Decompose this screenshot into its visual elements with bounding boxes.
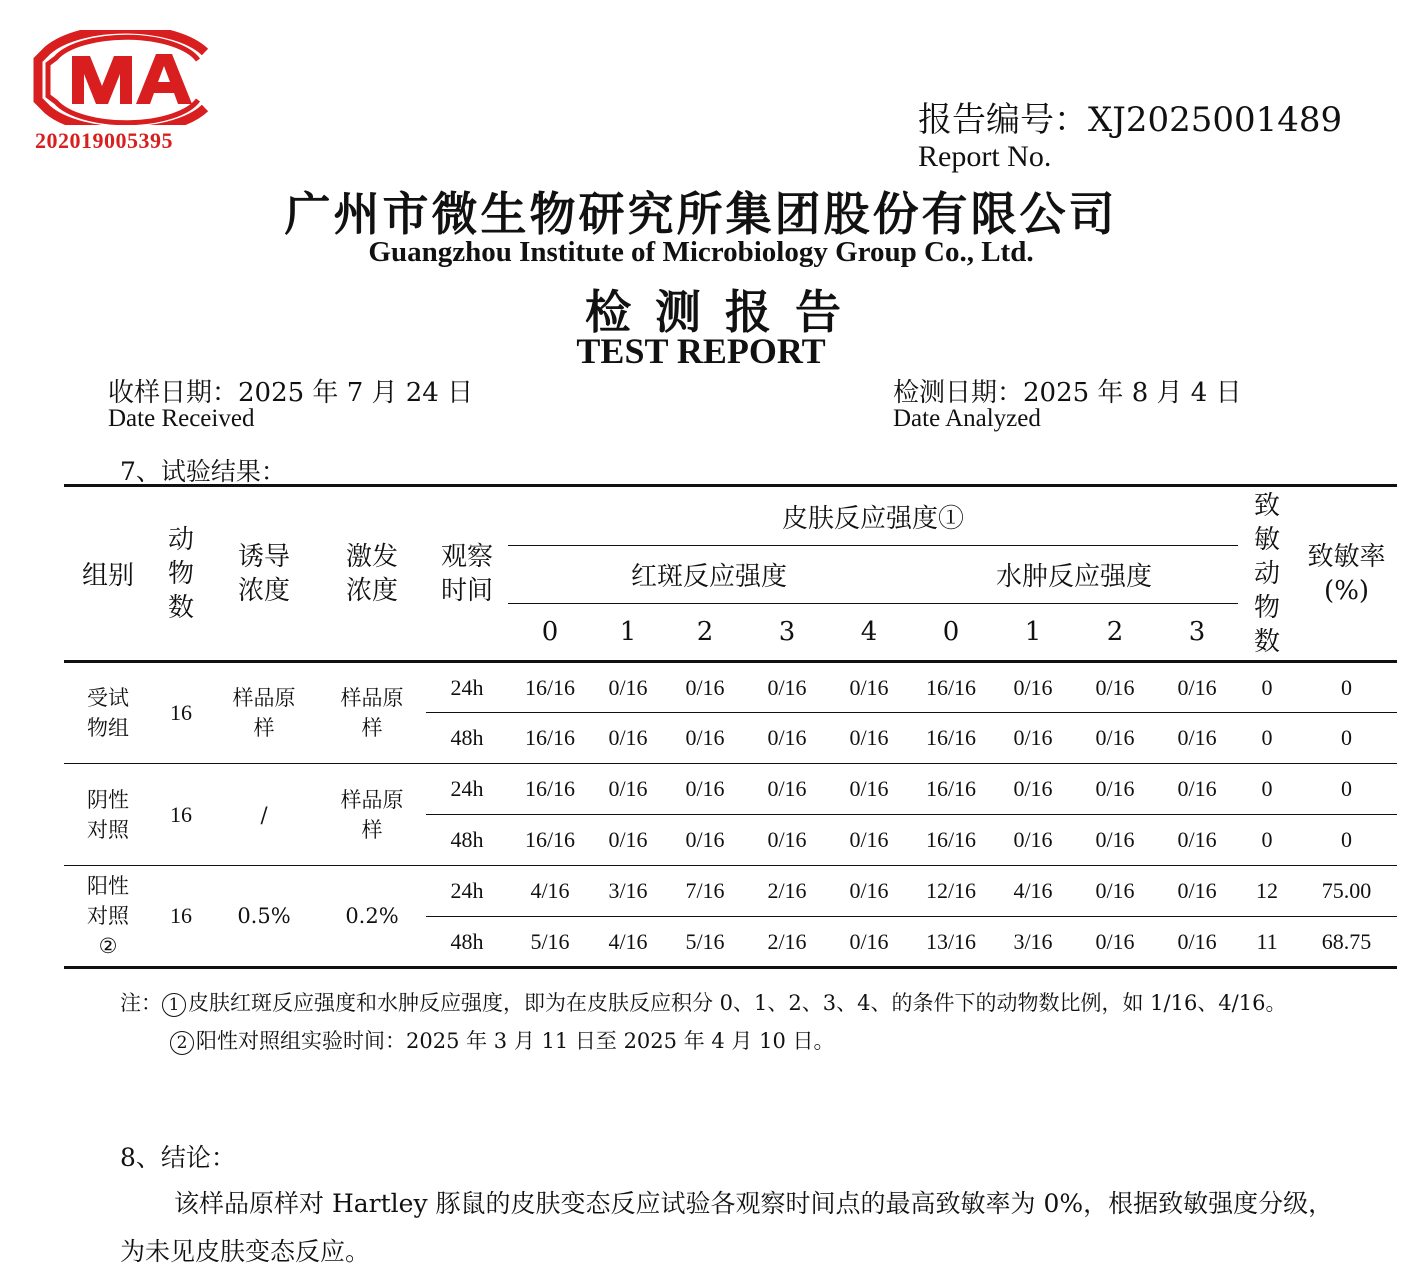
report-title-en: TEST REPORT [576, 331, 826, 371]
erythema-cell: 0/16 [664, 713, 746, 764]
observation-time: 48h [426, 815, 508, 866]
induce-concentration [210, 764, 318, 866]
erythema-cell: 16/16 [508, 815, 592, 866]
note-2-text: 阳性对照组实验时间：2025 年 3 月 11 日至 2025 年 4 月 10 日。 [196, 1029, 835, 1053]
notes [120, 984, 1290, 1060]
edema-cell: 0/16 [1074, 917, 1156, 968]
erythema-cell: 16/16 [508, 764, 592, 815]
excite-value: 样品原样 [340, 686, 404, 740]
erythema-score: 2 [664, 604, 746, 662]
group-name-line: 受试 [87, 686, 129, 710]
erythema-score: 1 [592, 604, 664, 662]
header-excite: 激发浓度 [318, 486, 426, 662]
erythema-score: 3 [746, 604, 828, 662]
group-name-line: 对照 [87, 817, 129, 842]
note-1-mark: 1 [162, 993, 186, 1017]
header-time: 观察时间 [426, 486, 508, 662]
header-induce: 诱导浓度 [210, 486, 318, 662]
animal-count: 16 [152, 866, 210, 968]
group-name [64, 764, 152, 866]
date-analyzed-label-en: Date Analyzed [893, 405, 1041, 432]
excite-value: 0.2% [345, 904, 399, 928]
erythema-cell: 5/16 [508, 917, 592, 968]
excite-value: 样品原样 [340, 787, 404, 842]
cma-number: 202019005395 [35, 128, 173, 153]
edema-cell: 0/16 [1074, 713, 1156, 764]
header-rate: 致敏率(%) [1296, 486, 1397, 662]
group-name-line: 阳性 [87, 874, 129, 898]
date-received-label-en: Date Received [108, 405, 255, 432]
header-animals: 动物数 [152, 486, 210, 662]
observation-time: 48h [426, 713, 508, 764]
edema-cell: 16/16 [910, 815, 992, 866]
induce-value: 0.5% [237, 904, 291, 928]
animal-count: 16 [152, 662, 210, 764]
erythema-cell: 0/16 [664, 662, 746, 713]
header-skin-reaction: 皮肤反应强度① [508, 486, 1238, 546]
edema-cell: 13/16 [910, 917, 992, 968]
erythema-cell: 0/16 [746, 662, 828, 713]
header-erythema: 红斑反应强度 [508, 546, 910, 604]
erythema-cell: 0/16 [592, 764, 664, 815]
conclusion-text: 该样品原样对 Hartley 豚鼠的皮肤变态反应试验各观察时间点的最高致敏率为 0%，根据致敏强度分级，为未见皮肤变态反应。 [120, 1189, 1334, 1266]
edema-cell: 0/16 [1156, 713, 1238, 764]
edema-cell: 0/16 [1156, 866, 1238, 917]
date-received: 收样日期：2025 年 7 月 24 日 [108, 378, 474, 408]
sensitized-count: 0 [1238, 662, 1296, 713]
report-title-cn: 检测报告 [585, 285, 865, 339]
edema-cell: 0/16 [1156, 662, 1238, 713]
erythema-cell: 0/16 [828, 764, 910, 815]
edema-cell: 0/16 [992, 764, 1074, 815]
edema-score: 3 [1156, 604, 1238, 662]
erythema-cell: 0/16 [828, 662, 910, 713]
erythema-cell: 4/16 [592, 917, 664, 968]
edema-score: 1 [992, 604, 1074, 662]
observation-time: 24h [426, 764, 508, 815]
edema-cell: 0/16 [1074, 662, 1156, 713]
erythema-cell: 0/16 [664, 764, 746, 815]
group-name [64, 662, 152, 764]
erythema-cell: 0/16 [746, 713, 828, 764]
edema-cell: 0/16 [992, 815, 1074, 866]
induce-value: / [260, 802, 268, 827]
observation-time: 48h [426, 917, 508, 968]
erythema-cell: 0/16 [828, 917, 910, 968]
induce-value: 样品原样 [232, 686, 296, 740]
erythema-cell: 0/16 [592, 713, 664, 764]
note-2-mark: 2 [170, 1031, 194, 1055]
erythema-cell: 0/16 [828, 815, 910, 866]
edema-cell: 12/16 [910, 866, 992, 917]
erythema-cell: 0/16 [746, 764, 828, 815]
sensitized-count: 12 [1238, 866, 1296, 917]
erythema-cell: 0/16 [664, 815, 746, 866]
results-table [64, 484, 1397, 969]
notes-prefix: 注： [120, 991, 162, 1015]
excite-concentration [318, 866, 426, 968]
erythema-cell: 4/16 [508, 866, 592, 917]
erythema-score: 0 [508, 604, 592, 662]
sensitized-count: 0 [1238, 764, 1296, 815]
table-row [64, 764, 1397, 815]
edema-cell: 0/16 [992, 713, 1074, 764]
erythema-cell: 5/16 [664, 917, 746, 968]
edema-cell: 16/16 [910, 764, 992, 815]
note-1-text: 皮肤红斑反应强度和水肿反应强度，即为在皮肤反应积分 0、1、2、3、4、的条件下的动物数比例，如 1/16、4/16。 [188, 991, 1287, 1015]
edema-score: 0 [910, 604, 992, 662]
sensitization-rate: 0 [1296, 815, 1397, 866]
excite-concentration [318, 764, 426, 866]
section-8-heading: 8、结论： [120, 1143, 236, 1172]
edema-cell: 16/16 [910, 713, 992, 764]
erythema-score: 4 [828, 604, 910, 662]
date-analyzed: 检测日期：2025 年 8 月 4 日 [893, 378, 1242, 408]
erythema-cell: 0/16 [592, 815, 664, 866]
excite-concentration [318, 662, 426, 764]
induce-concentration [210, 866, 318, 968]
erythema-cell: 0/16 [746, 815, 828, 866]
group-name-line: 对照 [87, 904, 129, 928]
note-1 [120, 984, 1290, 1022]
sensitized-count: 11 [1238, 917, 1296, 968]
company-name-cn: 广州市微生物研究所集团股份有限公司 [284, 187, 1118, 241]
sensitized-count: 0 [1238, 815, 1296, 866]
cma-logo [30, 30, 220, 125]
erythema-cell: 7/16 [664, 866, 746, 917]
sensitization-rate: 0 [1296, 662, 1397, 713]
edema-cell: 0/16 [1074, 764, 1156, 815]
erythema-cell: 3/16 [592, 866, 664, 917]
group-name-line: 阴性 [87, 787, 129, 812]
erythema-cell: 16/16 [508, 713, 592, 764]
edema-cell: 4/16 [992, 866, 1074, 917]
erythema-cell: 0/16 [592, 662, 664, 713]
edema-cell: 0/16 [1156, 815, 1238, 866]
header-sensitized: 致敏动物数 [1238, 486, 1296, 662]
erythema-cell: 16/16 [508, 662, 592, 713]
group-name-line: 物组 [87, 716, 129, 740]
note-2 [120, 1022, 1290, 1060]
erythema-cell: 0/16 [828, 713, 910, 764]
header-group: 组别 [64, 486, 152, 662]
section-7-heading: 7、试验结果： [120, 457, 286, 486]
induce-concentration [210, 662, 318, 764]
sensitization-rate: 0 [1296, 713, 1397, 764]
erythema-cell: 2/16 [746, 917, 828, 968]
erythema-cell: 2/16 [746, 866, 828, 917]
report-number-label-en: Report No. [918, 140, 1052, 173]
report-number: 报告编号：XJ2025001489 [918, 100, 1343, 140]
observation-time: 24h [426, 866, 508, 917]
observation-time: 24h [426, 662, 508, 713]
edema-score: 2 [1074, 604, 1156, 662]
group-name-line: ② [98, 934, 118, 958]
animal-count: 16 [152, 764, 210, 866]
group-name [64, 866, 152, 968]
edema-cell: 0/16 [992, 662, 1074, 713]
sensitization-rate: 68.75 [1296, 917, 1397, 968]
edema-cell: 0/16 [1156, 764, 1238, 815]
table-row [64, 662, 1397, 713]
sensitization-rate: 0 [1296, 764, 1397, 815]
sensitization-rate: 75.00 [1296, 866, 1397, 917]
edema-cell: 0/16 [1156, 917, 1238, 968]
company-name-en: Guangzhou Institute of Microbiology Group Co., Ltd. [368, 236, 1034, 268]
edema-cell: 0/16 [1074, 815, 1156, 866]
edema-cell: 3/16 [992, 917, 1074, 968]
header-edema: 水肿反应强度 [910, 546, 1238, 604]
edema-cell: 0/16 [1074, 866, 1156, 917]
erythema-cell: 0/16 [828, 866, 910, 917]
table-row [64, 866, 1397, 917]
sensitized-count: 0 [1238, 713, 1296, 764]
edema-cell: 16/16 [910, 662, 992, 713]
